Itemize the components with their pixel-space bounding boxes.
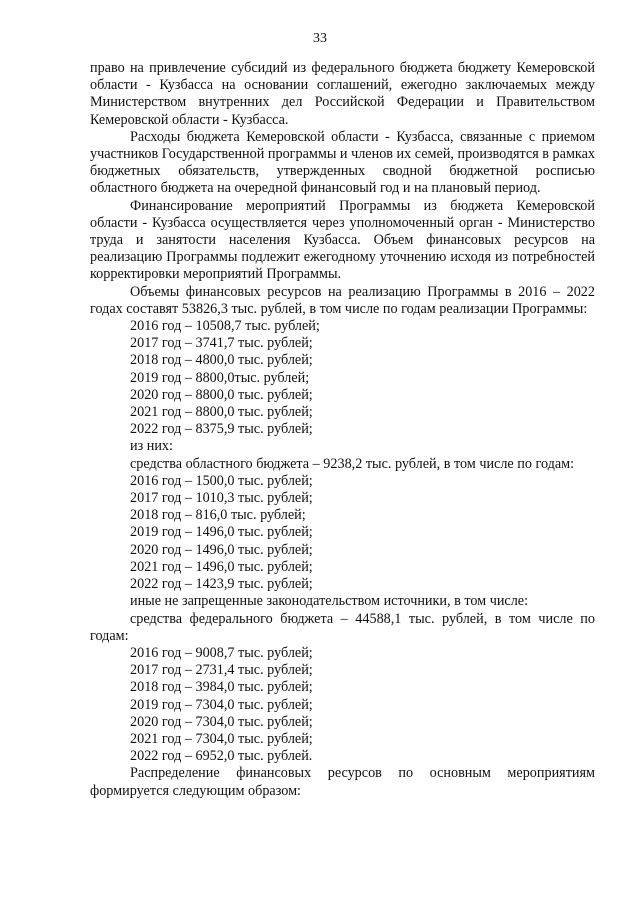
total-by-year-list bbox=[90, 318, 595, 438]
list-item: 2019 год – 7304,0 тыс. рублей; bbox=[130, 696, 313, 713]
list-item: 2022 год – 6952,0 тыс. рублей. bbox=[130, 748, 313, 765]
page-number: 33 bbox=[313, 31, 327, 46]
list-item: 2016 год – 10508,7 тыс. рублей; bbox=[130, 318, 320, 335]
federal-by-year-list bbox=[90, 645, 595, 765]
paragraph-regional-budget: средства областного бюджета – 9238,2 тыс. рублей, в том числе по годам: bbox=[130, 455, 575, 472]
other-sources-label: иные не запрещенные законодательством источники, в том числе: bbox=[130, 593, 529, 610]
paragraph-expenses: Расходы бюджета Кемеровской области - Кузбасса, связанные с приемом участников Государственной программы и членов их семей, производятся в рамках бюджетных обязательств, утвержденных сводной бюджетной росписью областного бюджета на очередной финансовый год и на плановый период. bbox=[90, 128, 595, 197]
list-item: 2018 год – 816,0 тыс. рублей; bbox=[130, 507, 306, 524]
list-item: 2021 год – 1496,0 тыс. рублей; bbox=[130, 558, 313, 575]
list-item: 2019 год – 8800,0тыс. рублей; bbox=[130, 369, 310, 386]
list-item: 2021 год – 8800,0 тыс. рублей; bbox=[130, 404, 313, 421]
paragraph-total-volume: Объемы финансовых ресурсов на реализацию Программы в 2016 – 2022 годах составят 53826,3 тыс. рублей, в том числе по годам реализации Программы: bbox=[90, 283, 595, 317]
list-item: 2016 год – 9008,7 тыс. рублей; bbox=[130, 644, 313, 661]
paragraph-distribution: Распределение финансовых ресурсов по основным мероприятиям формируется следующим образом: bbox=[90, 765, 595, 799]
list-item: 2018 год – 3984,0 тыс. рублей; bbox=[130, 679, 313, 696]
list-item: 2020 год – 8800,0 тыс. рублей; bbox=[130, 386, 313, 403]
list-item: 2017 год – 2731,4 тыс. рублей; bbox=[130, 662, 313, 679]
list-item: 2016 год – 1500,0 тыс. рублей; bbox=[130, 472, 313, 489]
list-item: 2022 год – 1423,9 тыс. рублей; bbox=[130, 576, 313, 593]
list-item: 2021 год – 7304,0 тыс. рублей; bbox=[130, 730, 313, 747]
document-body bbox=[90, 60, 595, 800]
paragraph-financing: Финансирование мероприятий Программы из бюджета Кемеровской области - Кузбасса осуществляется через уполномоченный орган - Министерство труда и занятости населения Кузбасса. Объем финансовых ресурсов на реализацию Программы подлежит ежегодному уточнению исходя из потребностей корректировки мероприятий Программы. bbox=[90, 197, 595, 283]
paragraph-federal-budget: средства федерального бюджета – 44588,1 тыс. рублей, в том числе по годам: bbox=[90, 610, 595, 644]
regional-by-year-list bbox=[90, 473, 595, 593]
list-item: 2017 год – 3741,7 тыс. рублей; bbox=[130, 335, 313, 352]
list-item: 2020 год – 1496,0 тыс. рублей; bbox=[130, 541, 313, 558]
list-item: 2018 год – 4800,0 тыс. рублей; bbox=[130, 352, 313, 369]
paragraph-subsidies: право на привлечение субсидий из федерального бюджета бюджету Кемеровской области - Кузбасса на основании соглашений, ежегодно заключаемых между Министерством внутренних дел Российской Федерации и Правительством Кемеровской области - Кузбасса. bbox=[90, 60, 595, 128]
list-item: 2019 год – 1496,0 тыс. рублей; bbox=[130, 524, 313, 541]
list-item: 2022 год – 8375,9 тыс. рублей; bbox=[130, 421, 313, 438]
list-item: 2017 год – 1010,3 тыс. рублей; bbox=[130, 490, 313, 507]
list-item: 2020 год – 7304,0 тыс. рублей; bbox=[130, 713, 313, 730]
of-them-label: из них: bbox=[130, 438, 173, 455]
